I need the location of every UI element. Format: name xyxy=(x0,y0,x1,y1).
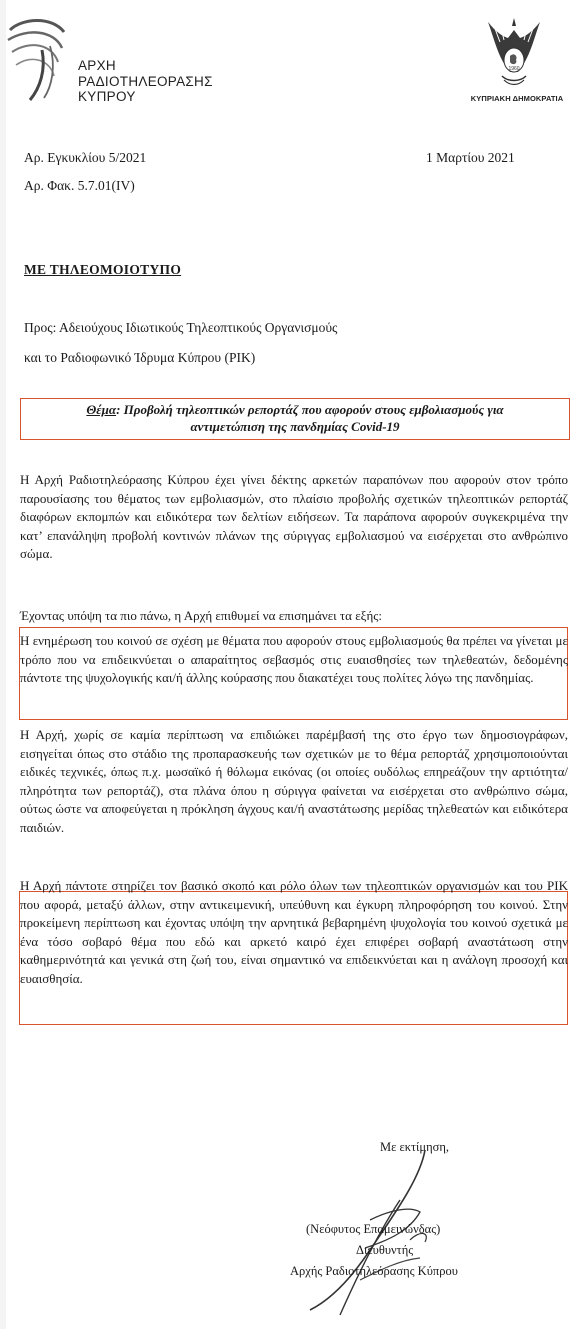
cyprus-crest-icon xyxy=(480,12,548,90)
page-edge xyxy=(0,0,6,1329)
recipients-line: Προς: Αδειούχους Ιδιωτικούς Τηλεοπτικούς Οργανισμούς xyxy=(24,320,338,335)
org-name-line: ΚΥΠΡΟΥ xyxy=(78,89,136,104)
fax-label: ΜΕ ΤΗΛΕΟΜΟΙΟΤΥΠΟ xyxy=(24,262,182,277)
crta-logo-icon xyxy=(2,10,72,105)
republic-label: ΚΥΠΡΙΑΚΗ ΔΗΜΟΚΡΑΤΙΑ xyxy=(470,94,564,103)
file-number: Αρ. Φακ. 5.7.01(IV) xyxy=(24,178,135,193)
paragraph: Η ενημέρωση του κοινού σε σχέση με θέματα που αφορούν στους εμβολιασμούς θα πρέπει να γίνεται με τρόπο που να επιδεικνύεται ο απαραίτητος σεβασμός στις ευαισθησίες των τηλεθεατών, δεδομένης πάντοτε της ψυχολογικής και/ή άλλης κούρασης που διακατέχει τους πολίτες λόγω της πανδημίας. xyxy=(20,633,568,685)
paragraph: Η Αρχή Ραδιοτηλεόρασης Κύπρου έχει γίνει δέκτης αρκετών παραπόνων που αφορούν στον τρόπο παρουσίασης του θέματος των εμβολιασμών, στο πλαίσιο προβολής σχετικών τηλεοπτικών ρεπορτάζ διαφόρων εκπομπών και ειδικότερα των δελτίων ειδήσεων. Τα παράπονα αφορούν συγκεκριμένα την κατ’ επανάληψη προβολή κοντινών πλάνων της σύριγγας εμβολιασμού να εισέρχεται στο ανθρώπινο σώμα. xyxy=(20,472,568,561)
subject-box xyxy=(20,398,570,440)
paragraph: Η Αρχή πάντοτε στηρίζει τον βασικό σκοπό και ρόλο όλων των τηλεοπτικών οργανισμών και του ΡΙΚ που αφορά, μεταξύ άλλων, στην αντικειμενική, υπεύθυνη και έγκυρη πληροφόρηση του κοινού. Στην προκείμενη περίπτωση και έχοντας υπόψη την αρνητικά βεβαρημένη ψυχολογία του κοινού σχετικά με ένα τόσο σοβαρό θέμα που εδώ και αρκετό καιρό έχει επιφέρει σοβαρή αναστάτωση στην καθημερινότητά και γενικά στη ζωή του, είναι σημαντικό να επιδεικνύεται και η ανάλογη προσοχή και ευαισθησία. xyxy=(20,878,568,986)
subject-line: αντιμετώπιση της πανδημίας Covid-19 xyxy=(190,419,400,434)
signatory-title: Διευθυντής xyxy=(356,1243,414,1257)
paragraph: Έχοντας υπόψη τα πιο πάνω, η Αρχή επιθυμεί να επισημάνει τα εξής: xyxy=(20,608,383,623)
org-name-line: ΑΡΧΗ xyxy=(78,58,116,73)
signatory-name: (Νεόφυτος Επαμεινώνδας) xyxy=(306,1222,441,1236)
letter-date: 1 Μαρτίου 2021 xyxy=(426,150,515,165)
recipients-line: και το Ραδιοφωνικό Ίδρυμα Κύπρου (ΡΙΚ) xyxy=(24,350,256,365)
org-name-line: ΡΑΔΙΟΤΗΛΕΟΡΑΣΗΣ xyxy=(78,73,213,89)
crest-year: 1960 xyxy=(508,66,520,72)
subject-label: Θέμα xyxy=(86,402,117,417)
paragraph: Η Αρχή, χωρίς σε καμία περίπτωση να επιδιώκει παρέμβασή της στο έργο των δημοσιογράφων, εισηγείται όπως στο στάδιο της προπαρασκευής των σχετικών με το θέμα ρεπορτάζ χρησιμοποιούνται ειδικές τεχνικές, όπως π.χ. μωσαϊκό ή θόλωμα εικόνας (οι οποίες ουδόλως επηρεάζουν την αρτιότητα/πληρότητα των ρεπορτάζ), στα πλάνα όπου η σύριγγα φαίνεται να εισέρχεται στο ανθρώπινο σώμα, ούτως ώστε να αποφεύγεται η πρόκληση άγχους και/ή αναστάτωσης μερίδας τηλεθεατών και ειδικότερα παιδιών. xyxy=(20,727,568,835)
signatory-organization: Αρχής Ραδιοτηλεόρασης Κύπρου xyxy=(290,1264,458,1278)
closing: Με εκτίμηση, xyxy=(380,1140,450,1154)
organization-name xyxy=(78,58,213,105)
subject-line xyxy=(21,401,569,418)
circular-number: Αρ. Εγκυκλίου 5/2021 xyxy=(24,150,147,165)
subject-text: : Προβολή τηλεοπτικών ρεπορτάζ που αφορούν στους εμβολιασμούς για xyxy=(116,402,504,417)
